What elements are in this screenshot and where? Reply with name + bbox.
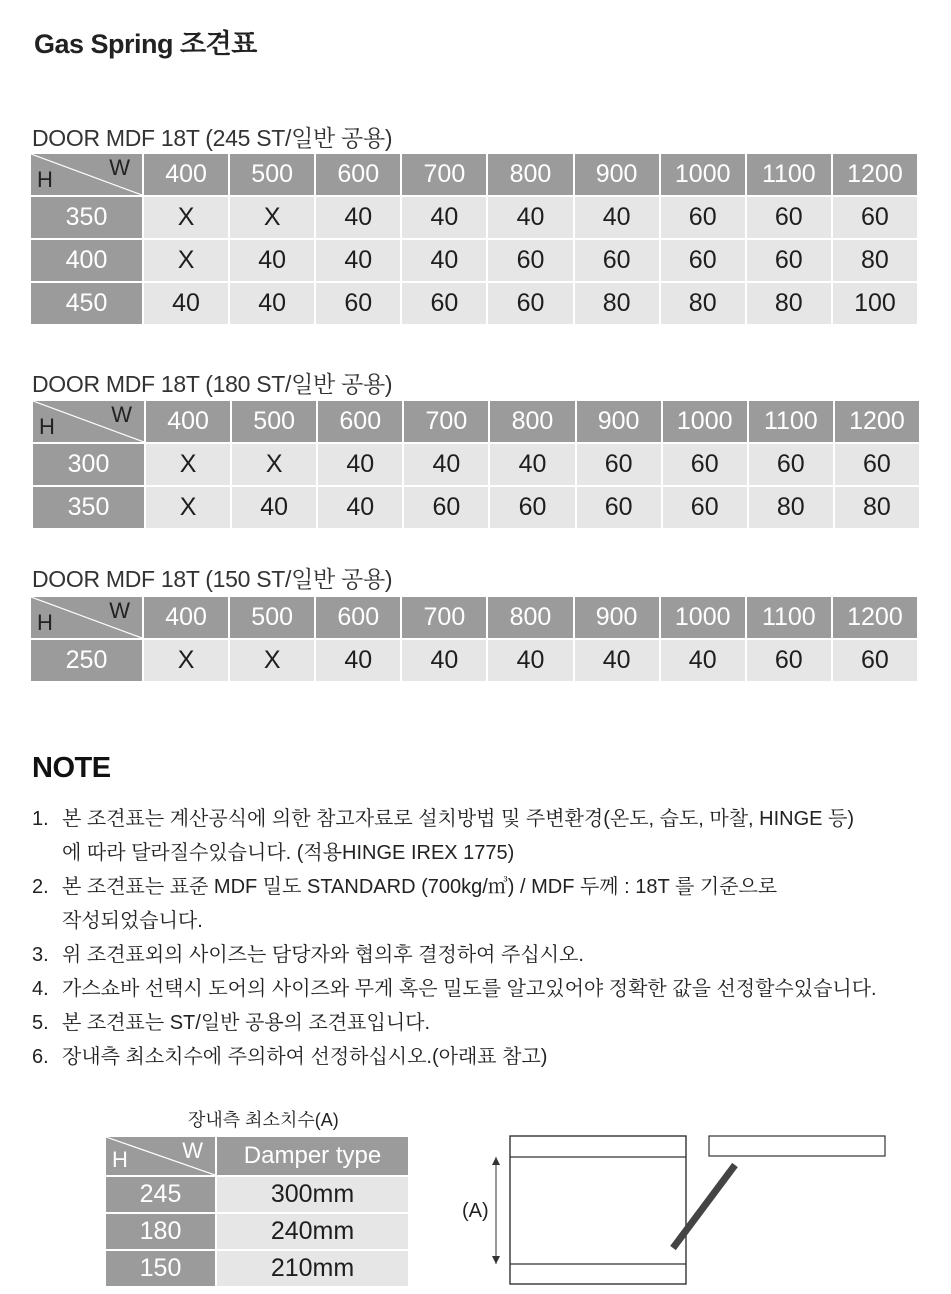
corner-cell bbox=[31, 154, 142, 195]
note-item bbox=[32, 1006, 951, 1040]
table-cell: 40 bbox=[402, 640, 486, 681]
note-line: 본 조견표는 계산공식에 의한 참고자료로 설치방법 및 주변환경(온도, 습도, 마찰, HINGE 등) bbox=[62, 808, 855, 830]
table-cell: 60 bbox=[663, 444, 747, 485]
note-number: 5. bbox=[32, 1012, 49, 1034]
column-header: 1000 bbox=[663, 401, 747, 442]
column-header: 500 bbox=[232, 401, 316, 442]
table-cell: 80 bbox=[749, 487, 833, 528]
table-cell: 60 bbox=[747, 197, 831, 238]
column-header: 500 bbox=[230, 154, 314, 195]
note-item bbox=[32, 972, 951, 1006]
note-line: 위 조견표외의 사이즈는 담당자와 협의후 결정하여 주십시오. bbox=[62, 944, 584, 966]
row-header: 180 bbox=[106, 1214, 215, 1249]
spec-table-150 bbox=[29, 595, 919, 683]
row-header: 400 bbox=[31, 240, 142, 281]
table-row bbox=[33, 444, 919, 485]
column-header: 900 bbox=[575, 154, 659, 195]
table-cell: 40 bbox=[404, 444, 488, 485]
table-cell: X bbox=[146, 444, 230, 485]
table-cell: 60 bbox=[316, 283, 400, 324]
note-number: 6. bbox=[32, 1046, 49, 1068]
corner-w-label: W bbox=[109, 155, 130, 180]
table-cell: 40 bbox=[230, 240, 314, 281]
table-cell: 40 bbox=[144, 283, 228, 324]
table-cell: 80 bbox=[575, 283, 659, 324]
table-cell: 80 bbox=[661, 283, 745, 324]
column-header: 700 bbox=[404, 401, 488, 442]
note-line: 장내측 최소치수에 주의하여 선정하십시오.(아래표 참고) bbox=[62, 1046, 548, 1068]
table-cell: 40 bbox=[230, 283, 314, 324]
corner-w-label: W bbox=[182, 1138, 203, 1163]
table-row bbox=[31, 640, 917, 681]
table-row bbox=[31, 197, 917, 238]
min-dim-caption: 장내측 최소치수(A) bbox=[188, 1110, 339, 1130]
table-cell: 40 bbox=[316, 640, 400, 681]
table-cell: X bbox=[230, 640, 314, 681]
table-cell: 40 bbox=[318, 444, 402, 485]
note-title: NOTE bbox=[32, 752, 111, 784]
cabinet-outline bbox=[510, 1136, 686, 1284]
table-row bbox=[106, 1214, 408, 1249]
table-cell: 40 bbox=[232, 487, 316, 528]
table-row bbox=[106, 1177, 408, 1212]
page-title: Gas Spring 조견표 bbox=[34, 29, 257, 59]
table-cell: 60 bbox=[575, 240, 659, 281]
row-header: 250 bbox=[31, 640, 142, 681]
column-header: 1000 bbox=[661, 154, 745, 195]
table-cell: 40 bbox=[316, 240, 400, 281]
table-cell: 100 bbox=[833, 283, 917, 324]
table-cell: 240mm bbox=[217, 1214, 408, 1249]
table-cell: 80 bbox=[747, 283, 831, 324]
min-dim-table bbox=[104, 1135, 410, 1288]
table-cell: 40 bbox=[488, 640, 572, 681]
note-line: 본 조견표는 표준 MDF 밀도 STANDARD (700kg/㎥) / MDF 두께 : 18T 를 기준으로 bbox=[62, 876, 778, 898]
dimension-label: (A) bbox=[462, 1200, 489, 1222]
row-header: 300 bbox=[33, 444, 144, 485]
row-header: 450 bbox=[31, 283, 142, 324]
row-header: 150 bbox=[106, 1251, 215, 1286]
column-header: 1000 bbox=[661, 597, 745, 638]
table-cell: 60 bbox=[833, 197, 917, 238]
table-cell: 40 bbox=[316, 197, 400, 238]
table-cell: 80 bbox=[835, 487, 919, 528]
table-cell: 60 bbox=[661, 240, 745, 281]
column-header: 900 bbox=[575, 597, 659, 638]
column-header: 700 bbox=[402, 597, 486, 638]
table-row bbox=[31, 283, 917, 324]
column-header: 1200 bbox=[833, 597, 917, 638]
cabinet-diagram bbox=[460, 1128, 900, 1288]
table-cell: 40 bbox=[575, 640, 659, 681]
dimension-arrow-bottom bbox=[492, 1256, 500, 1264]
spec-table-245 bbox=[29, 152, 919, 326]
corner-cell bbox=[106, 1137, 215, 1175]
table-cell: X bbox=[144, 640, 228, 681]
table-cell: 60 bbox=[749, 444, 833, 485]
column-header: 700 bbox=[402, 154, 486, 195]
table-cell: X bbox=[144, 197, 228, 238]
note-number: 4. bbox=[32, 978, 49, 1000]
note-number: 1. bbox=[32, 808, 49, 830]
table-cell: 60 bbox=[402, 283, 486, 324]
column-header: 1200 bbox=[835, 401, 919, 442]
table-cell: 60 bbox=[747, 640, 831, 681]
header-row bbox=[31, 154, 917, 195]
corner-h-label: H bbox=[37, 610, 53, 635]
table-cell: 60 bbox=[833, 640, 917, 681]
note-number: 2. bbox=[32, 876, 49, 898]
column-header: 600 bbox=[318, 401, 402, 442]
note-line: 가스쇼바 선택시 도어의 사이즈와 무게 혹은 밀도를 알고있어야 정확한 값을 선정할수있습니다. bbox=[62, 978, 877, 1000]
note-line: 본 조견표는 ST/일반 공용의 조견표입니다. bbox=[62, 1012, 431, 1034]
column-header: 1100 bbox=[747, 154, 831, 195]
damper-type-header: Damper type bbox=[217, 1137, 408, 1175]
column-header: 600 bbox=[316, 597, 400, 638]
table-cell: 60 bbox=[490, 487, 574, 528]
column-header: 500 bbox=[230, 597, 314, 638]
gas-spring-arm bbox=[673, 1165, 735, 1248]
note-line: 에 따라 달라질수있습니다. (적용HINGE IREX 1775) bbox=[62, 842, 515, 864]
table-cell: 60 bbox=[577, 487, 661, 528]
column-header: 800 bbox=[488, 597, 572, 638]
column-header: 1100 bbox=[747, 597, 831, 638]
note-item bbox=[32, 1040, 951, 1074]
table-cell: 40 bbox=[318, 487, 402, 528]
corner-h-label: H bbox=[37, 167, 53, 192]
table-2-title: DOOR MDF 18T (180 ST/일반 공용) bbox=[32, 371, 393, 397]
header-row bbox=[33, 401, 919, 442]
table-cell: 300mm bbox=[217, 1177, 408, 1212]
table-cell: 60 bbox=[577, 444, 661, 485]
table-cell: 60 bbox=[663, 487, 747, 528]
table-cell: 80 bbox=[833, 240, 917, 281]
door-panel bbox=[709, 1136, 885, 1156]
row-header: 350 bbox=[33, 487, 144, 528]
table-cell: X bbox=[230, 197, 314, 238]
table-cell: 60 bbox=[661, 197, 745, 238]
column-header: 400 bbox=[144, 597, 228, 638]
column-header: 900 bbox=[577, 401, 661, 442]
note-number: 3. bbox=[32, 944, 49, 966]
column-header: 800 bbox=[488, 154, 572, 195]
corner-w-label: W bbox=[109, 598, 130, 623]
table-cell: 40 bbox=[490, 444, 574, 485]
table-row bbox=[33, 487, 919, 528]
table-cell: 40 bbox=[402, 197, 486, 238]
table-cell: 60 bbox=[488, 283, 572, 324]
table-row bbox=[31, 240, 917, 281]
spec-table-180 bbox=[31, 399, 921, 530]
table-cell: 40 bbox=[661, 640, 745, 681]
column-header: 1200 bbox=[833, 154, 917, 195]
header-row bbox=[106, 1137, 408, 1175]
table-cell: 210mm bbox=[217, 1251, 408, 1286]
note-line: 작성되었습니다. bbox=[62, 910, 203, 932]
table-cell: X bbox=[232, 444, 316, 485]
table-cell: 40 bbox=[402, 240, 486, 281]
table-cell: X bbox=[146, 487, 230, 528]
table-cell: 60 bbox=[404, 487, 488, 528]
column-header: 400 bbox=[146, 401, 230, 442]
corner-cell bbox=[33, 401, 144, 442]
corner-w-label: W bbox=[111, 402, 132, 427]
table-cell: 40 bbox=[575, 197, 659, 238]
table-cell: 60 bbox=[488, 240, 572, 281]
note-item bbox=[32, 870, 951, 938]
table-cell: 40 bbox=[488, 197, 572, 238]
column-header: 1100 bbox=[749, 401, 833, 442]
table-3-title: DOOR MDF 18T (150 ST/일반 공용) bbox=[32, 566, 393, 592]
corner-h-label: H bbox=[112, 1147, 128, 1172]
table-row bbox=[106, 1251, 408, 1286]
column-header: 400 bbox=[144, 154, 228, 195]
corner-h-label: H bbox=[39, 414, 55, 439]
row-header: 245 bbox=[106, 1177, 215, 1212]
table-cell: X bbox=[144, 240, 228, 281]
table-cell: 60 bbox=[835, 444, 919, 485]
row-header: 350 bbox=[31, 197, 142, 238]
table-cell: 60 bbox=[747, 240, 831, 281]
header-row bbox=[31, 597, 917, 638]
note-item bbox=[32, 938, 951, 972]
column-header: 600 bbox=[316, 154, 400, 195]
table-1-title: DOOR MDF 18T (245 ST/일반 공용) bbox=[32, 125, 393, 151]
note-item bbox=[32, 802, 951, 870]
dimension-arrow-top bbox=[492, 1157, 500, 1165]
corner-cell bbox=[31, 597, 142, 638]
column-header: 800 bbox=[490, 401, 574, 442]
note-list bbox=[32, 802, 951, 1074]
